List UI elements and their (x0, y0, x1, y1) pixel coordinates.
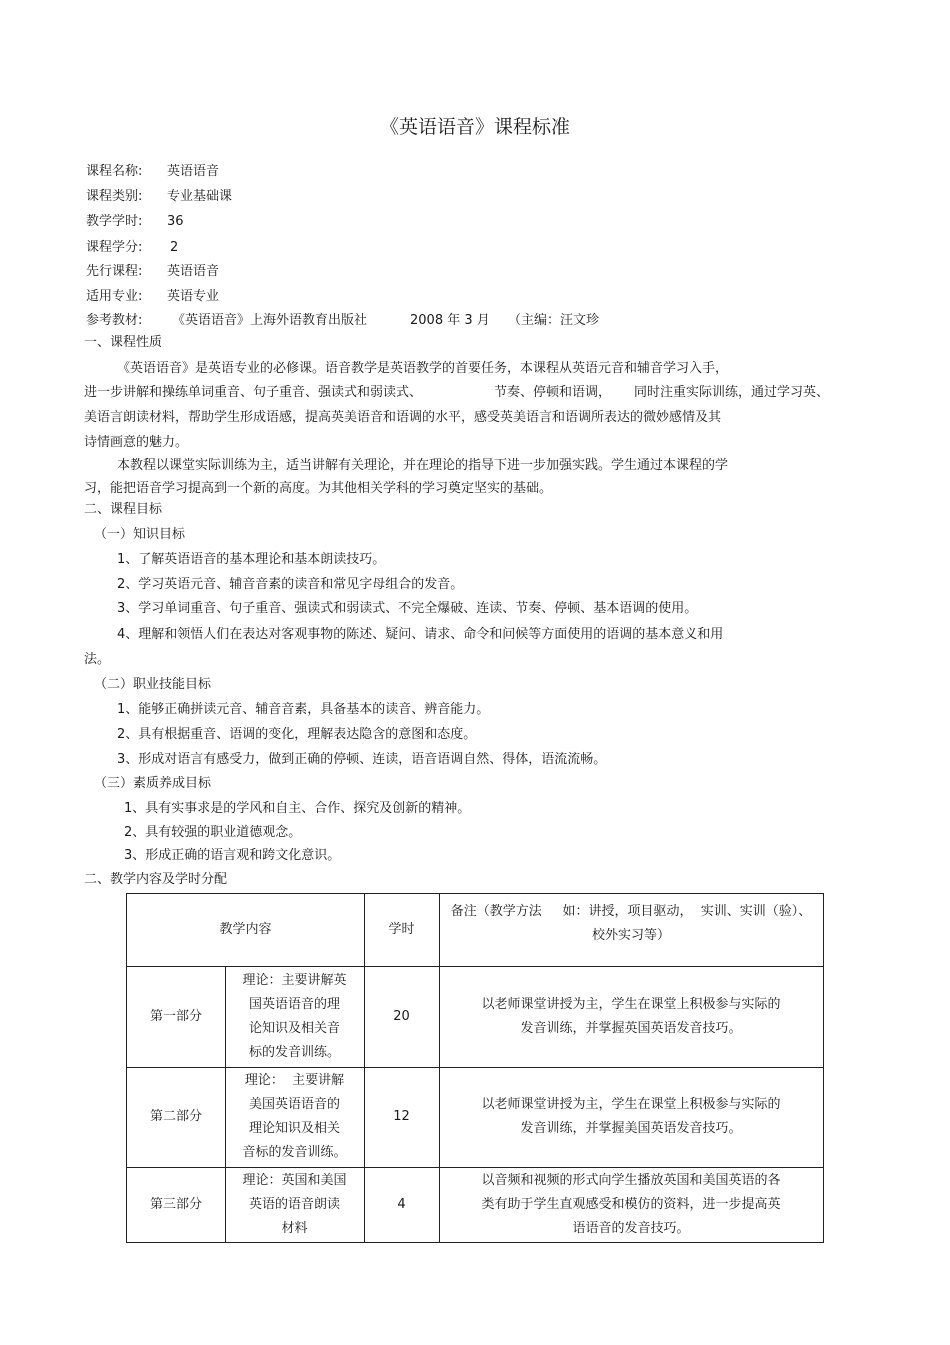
list-item: 3、形成正确的语言观和跨文化意识。 (124, 848, 341, 863)
cell-text: 理论：主要讲解英 (242, 972, 347, 988)
cell-text: 论知识及相关音 (248, 1020, 340, 1036)
cell-text: 标的发音训练。 (248, 1044, 340, 1060)
list-item: 1、具有实事求是的学风和自主、合作、探究及创新的精神。 (124, 801, 471, 816)
table-cell-notes (439, 1167, 823, 1242)
section-heading: 二、教学内容及学时分配 (84, 872, 228, 887)
info-label: 课程学分: (86, 240, 143, 255)
cell-text: 理论知识及相关 (248, 1121, 340, 1136)
paragraph-line: 进一步讲解和操练单词重音、句子重音、强读式和弱读式、 (84, 385, 423, 400)
table-cell-part (127, 1067, 225, 1167)
table-header-notes (439, 900, 823, 960)
cell-text: 语语音的发音技巧。 (572, 1220, 690, 1236)
header-label: 学时 (388, 922, 415, 937)
table-cell-theory (225, 1067, 364, 1167)
info-value: 2 (170, 240, 179, 255)
paragraph-line: 习，能把语音学习提高到一个新的高度。为其他相关学科的学习奠定坚实的基础。 (84, 481, 553, 496)
info-value: 英语语音 (167, 164, 220, 179)
table-cell-hours (364, 966, 439, 1067)
paragraph-line: 节奏、停顿和语调， (494, 385, 612, 400)
subsection-heading: （三）素质养成目标 (94, 776, 212, 791)
header-label: 教学内容 (219, 922, 272, 937)
cell-text: 理论： 主要讲解 (244, 1073, 345, 1088)
cell-text: 理论：英国和美国 (242, 1172, 347, 1188)
info-value: 《英语语音》上海外语教育出版社 (172, 313, 368, 328)
cell-text: 第一部分 (149, 1008, 202, 1024)
list-item: 3、学习单词重音、句子重音、强读式和弱读式、不完全爆破、连读、节奏、停顿、基本语调的使用。 (117, 601, 698, 616)
cell-text: 第二部分 (149, 1109, 202, 1124)
cell-text: 国英语语音的理 (248, 996, 340, 1012)
page-title: 《英语语音》课程标准 (379, 116, 570, 138)
info-label: 课程名称: (86, 164, 143, 179)
table-cell-notes (439, 1067, 823, 1167)
list-item: 1、了解英语语音的基本理论和基本朗读技巧。 (117, 552, 386, 567)
cell-text: 12 (393, 1109, 410, 1124)
section-heading: 二、课程目标 (84, 502, 163, 517)
list-item: 1、能够正确拼读元音、辅音音素，具备基本的读音、辨音能力。 (117, 702, 490, 717)
info-editor: （主编：汪文珍 (508, 313, 600, 328)
list-item: 2、学习英语元音、辅音音素的读音和常见字母组合的发音。 (117, 577, 464, 592)
table-cell-theory (225, 966, 364, 1067)
table-cell-hours (364, 1067, 439, 1167)
table-header-content (127, 894, 364, 966)
info-value: 专业基础课 (167, 189, 233, 204)
subsection-heading: （二）职业技能目标 (94, 677, 212, 692)
paragraph-line: 同时注重实际训练，通过学习英、 (634, 385, 830, 400)
table-cell-part (127, 1167, 225, 1242)
table-cell-theory (225, 1167, 364, 1242)
header-label: 校外实习等） (591, 928, 670, 943)
cell-text: 英语的语音朗读 (248, 1196, 340, 1212)
info-label: 课程类别: (86, 189, 143, 204)
list-item: 4、理解和领悟人们在表达对客观事物的陈述、疑问、请求、命令和问候等方面使用的语调的基本意义和用 (117, 627, 724, 642)
section-heading: 一、课程性质 (84, 335, 163, 350)
cell-text: 材料 (281, 1220, 308, 1236)
info-label: 先行课程: (86, 264, 143, 279)
cell-text: 类有助于学生直观感受和模仿的资料，进一步提高英 (481, 1196, 781, 1212)
info-label: 教学学时: (86, 214, 143, 229)
table-cell-notes (439, 966, 823, 1067)
info-value: 英语专业 (167, 289, 220, 304)
paragraph-line: 《英语语音》是英语专业的必修课。语音教学是英语教学的首要任务，本课程从英语元音和辅音学习入手， (117, 361, 729, 376)
list-item: 2、具有根据重音、语调的变化，理解表达隐含的意图和态度。 (117, 727, 477, 742)
table-cell-hours (364, 1167, 439, 1242)
header-label: 备注（教学方法 如：讲授，项目驱动， 实训、实训（验）、 (450, 904, 812, 919)
cell-text: 以老师课堂讲授为主，学生在课堂上积极参与实际的 (481, 1097, 781, 1112)
info-label: 参考教材: (86, 313, 143, 328)
schedule-table (126, 893, 824, 1243)
cell-text: 发音训练，并掌握美国英语发音技巧。 (520, 1121, 742, 1136)
paragraph-line: 美语言朗读材料，帮助学生形成语感，提高英美语音和语调的水平，感受英美语言和语调所表达的微妙感情及其 (84, 410, 722, 425)
cell-text: 发音训练，并掌握英国英语发音技巧。 (520, 1020, 742, 1036)
table-cell-part (127, 966, 225, 1067)
paragraph-line: 本教程以课堂实际训练为主，适当讲解有关理论，并在理论的指导下进一步加强实践。学生通过本课程的学 (117, 458, 729, 473)
table-header-hours (364, 894, 439, 966)
subsection-heading: （一）知识目标 (94, 527, 186, 542)
cell-text: 美国英语语音的 (248, 1097, 340, 1112)
cell-text: 以老师课堂讲授为主，学生在课堂上积极参与实际的 (481, 996, 781, 1012)
info-value: 英语语音 (167, 264, 220, 279)
cell-text: 以音频和视频的形式向学生播放英国和美国英语的各 (481, 1172, 781, 1188)
cell-text: 第三部分 (149, 1196, 202, 1212)
cell-text: 20 (393, 1008, 410, 1024)
info-value: 36 (167, 214, 184, 229)
cell-text: 4 (397, 1196, 406, 1212)
list-item: 法。 (84, 652, 111, 667)
paragraph-line: 诗情画意的魅力。 (84, 435, 189, 450)
list-item: 2、具有较强的职业道德观念。 (124, 825, 302, 840)
list-item: 3、形成对语言有感受力，做到正确的停顿、连读，语音语调自然、得体，语流流畅。 (117, 752, 607, 767)
cell-text: 音标的发音训练。 (242, 1145, 347, 1160)
info-label: 适用专业: (86, 289, 143, 304)
info-date: 2008 年 3 月 (410, 313, 490, 328)
